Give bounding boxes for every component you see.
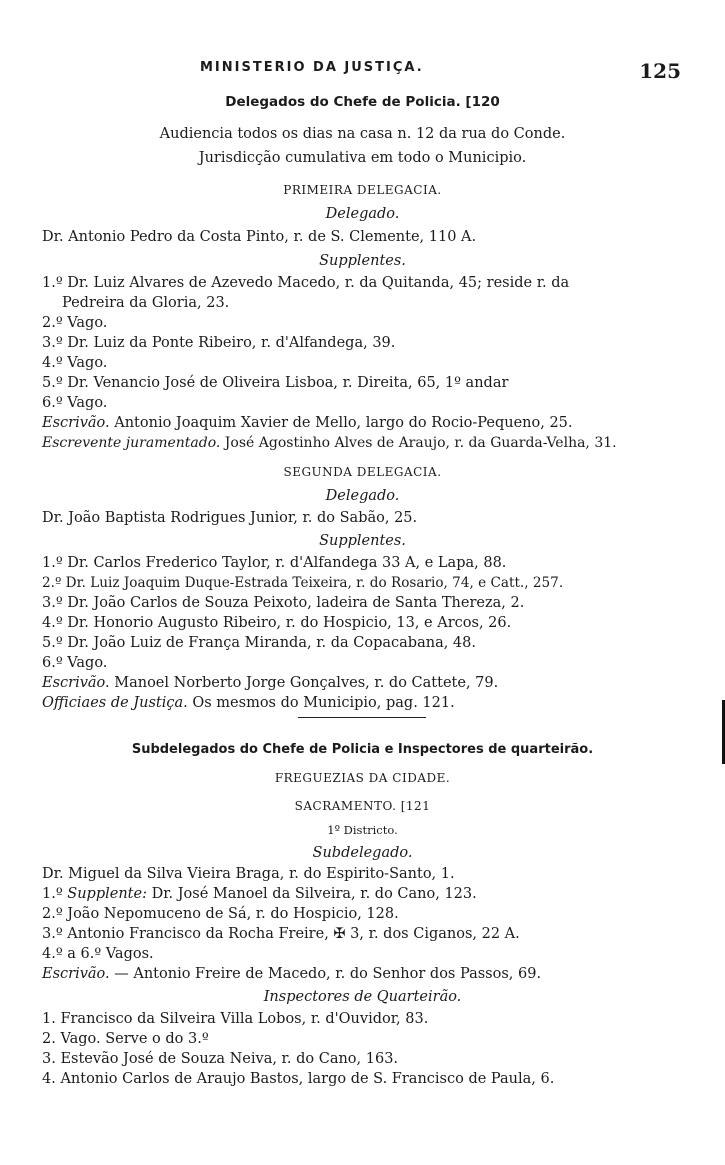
entry-text: Dr. José Manoel da Silveira, r. do Cano, 123. [151, 886, 477, 902]
entry-line: 2.º Vago. [42, 315, 108, 331]
entry-text: Os mesmos do Municipio, pag. 121. [192, 695, 455, 711]
page-number: 125 [639, 59, 681, 83]
entry-line: 5.º Dr. Venancio José de Oliveira Lisboa, r. Direita, 65, 1º andar [42, 375, 509, 391]
entry-line: 6.º Vago. [42, 395, 108, 411]
parish-heading: SACRAMENTO. [121 [294, 799, 431, 813]
entry-line: 4.º Vago. [42, 355, 108, 371]
role-label: Inspectores de Quarteirão. [263, 989, 462, 1005]
entry-line: 5.º Dr. João Luiz de França Miranda, r. da Copacabana, 48. [42, 635, 476, 651]
role-label: Supplentes. [319, 253, 406, 269]
entry-text: José Agostinho Alves de Araujo, r. da Guarda-Velha, 31. [224, 435, 617, 451]
running-header: MINISTERIO DA JUSTIÇA. [200, 60, 424, 75]
entry-line: 3.º Dr. João Carlos de Souza Peixoto, ladeira de Santa Thereza, 2. [42, 595, 525, 611]
role-label: Supplente: [67, 886, 147, 902]
entry-line: 3.º Antonio Francisco da Rocha Freire, ✠ 3, r. dos Ciganos, 22 A. [42, 926, 520, 942]
entry-line: 1.º Dr. Luiz Alvares de Azevedo Macedo, r. da Quitanda, 45; reside r. da [42, 275, 570, 291]
entry-number: 1.º [42, 886, 63, 902]
entry-line [42, 693, 682, 713]
role-label: Escrevente juramentado. [42, 435, 221, 451]
entry-line [42, 433, 682, 453]
entry-line: 3. Estevão José de Souza Neiva, r. do Cano, 163. [42, 1051, 399, 1067]
entry-line [42, 884, 682, 904]
entry-line: 2. Vago. Serve o do 3.º [42, 1031, 209, 1047]
entry-line: 2.º Dr. Luiz Joaquim Duque-Estrada Teixeira, r. do Rosario, 74, e Catt., 257. [42, 575, 564, 591]
entry-line: 6.º Vago. [42, 655, 108, 671]
entry-line: Dr. Miguel da Silva Vieira Braga, r. do Espirito-Santo, 1. [42, 866, 455, 882]
role-label: Supplentes. [319, 533, 406, 549]
entry-line [42, 964, 682, 984]
role-label: Delegado. [325, 488, 400, 504]
role-label: Escrivão. [42, 675, 110, 691]
district-label: 1º Districto. [327, 823, 398, 837]
intro-line: Audiencia todos os dias na casa n. 12 da rua do Conde. [159, 126, 566, 142]
entry-line [42, 673, 682, 693]
entry-text: Antonio Joaquim Xavier de Mello, largo do Rocio-Pequeno, 25. [114, 415, 573, 431]
role-label: Escrivão. [42, 966, 110, 982]
entry-line: 2.º João Nepomuceno de Sá, r. do Hospicio, 128. [42, 906, 399, 922]
subsection-heading: PRIMEIRA DELEGACIA. [283, 183, 442, 197]
role-label: Escrivão. [42, 415, 110, 431]
section-heading-subdelegados: Subdelegados do Chefe de Policia e Inspectores de quarteirão. [131, 742, 594, 757]
entry-line: Dr. Antonio Pedro da Costa Pinto, r. de S. Clemente, 110 A. [42, 229, 477, 245]
role-label: Delegado. [325, 206, 400, 222]
role-label: Officiaes de Justiça. [42, 695, 188, 711]
entry-line: 3.º Dr. Luiz da Ponte Ribeiro, r. d'Alfandega, 39. [42, 335, 396, 351]
entry-line: Dr. João Baptista Rodrigues Junior, r. do Sabão, 25. [42, 510, 418, 526]
section-divider [298, 717, 426, 718]
entry-line: Pedreira da Gloria, 23. [62, 295, 230, 311]
entry-line: 1.º Dr. Carlos Frederico Taylor, r. d'Alfandega 33 A, e Lapa, 88. [42, 555, 507, 571]
section-heading-delegados: Delegados do Chefe de Policia. [120 [225, 94, 500, 110]
entry-line: 4.º a 6.º Vagos. [42, 946, 154, 962]
entry-line: 1. Francisco da Silveira Villa Lobos, r. d'Ouvidor, 83. [42, 1011, 429, 1027]
intro-line: Jurisdicção cumulativa em todo o Municipio. [198, 150, 527, 166]
subsection-heading: FREGUEZIAS DA CIDADE. [274, 771, 451, 785]
entry-text: — Antonio Freire de Macedo, r. do Senhor dos Passos, 69. [114, 966, 542, 982]
role-label: Subdelegado. [312, 845, 413, 861]
entry-line [42, 413, 682, 433]
entry-line: 4. Antonio Carlos de Araujo Bastos, largo de S. Francisco de Paula, 6. [42, 1071, 555, 1087]
subsection-heading: SEGUNDA DELEGACIA. [283, 465, 442, 479]
entry-line: 4.º Dr. Honorio Augusto Ribeiro, r. do Hospicio, 13, e Arcos, 26. [42, 615, 512, 631]
entry-text: Manoel Norberto Jorge Gonçalves, r. do Cattete, 79. [114, 675, 499, 691]
